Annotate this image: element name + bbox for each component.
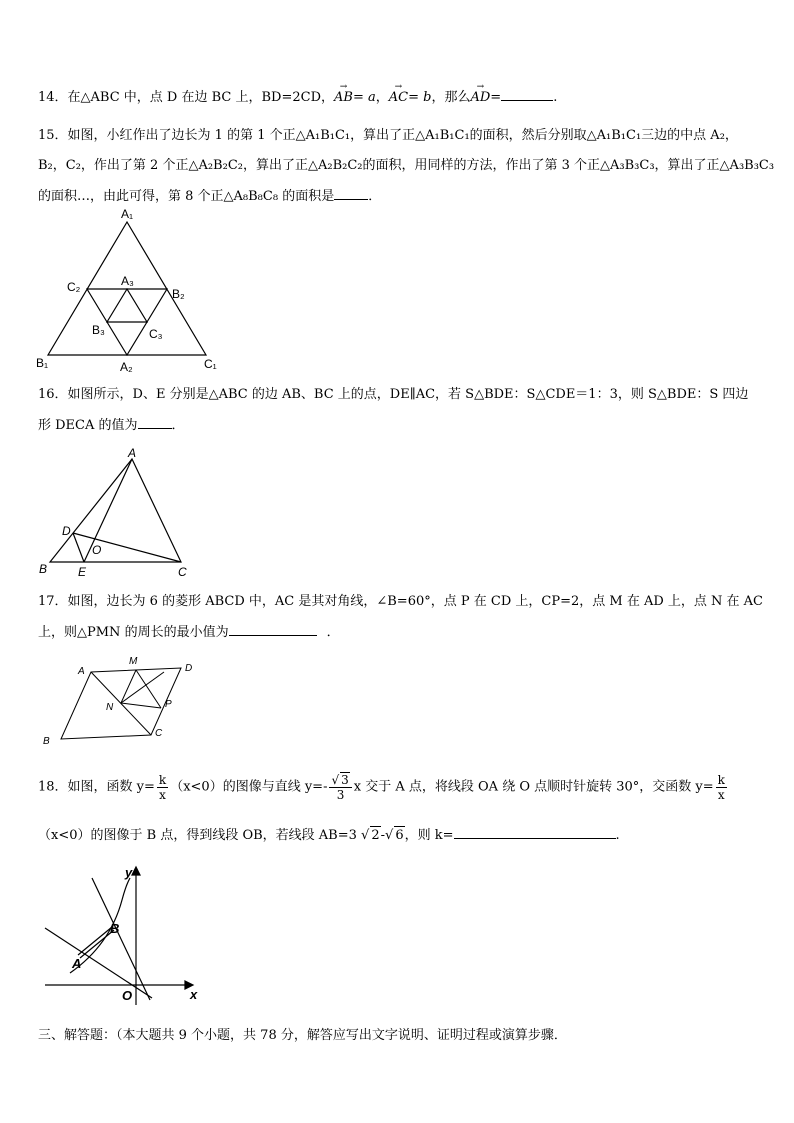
vector-ad: → AD bbox=[470, 89, 490, 107]
q18-l2a: （x<0）的图像于 B 点，得到线段 OB，若线段 AB=3 bbox=[38, 828, 357, 843]
triangle-abc bbox=[50, 459, 181, 562]
section-3-heading: 三、解答题：（本大题共 9 个小题，共 78 分，解答应写出文字说明、证明过程或演算步骤． bbox=[38, 1028, 567, 1043]
label-b3: B₃ bbox=[92, 323, 105, 337]
q15-line-2: B₂，C₂，作出了第 2 个正△A₂B₂C₂，算出了正△A₂B₂C₂的面积，用同样的方法，作出了第 3 个正△A₃B₃C₃，算出了正△A₃B₃C₃ bbox=[38, 158, 775, 173]
label-a: A bbox=[78, 666, 85, 677]
q15-line-3 bbox=[38, 187, 381, 206]
q14-eq-a: = a bbox=[352, 90, 376, 105]
q17-line-2-text: 上，则△PMN 的周长的最小值为 bbox=[38, 625, 229, 640]
q15-line-1: 15．如图，小红作出了边长为 1 的第 1 个正△A₁B₁C₁，算出了正△A₁B₁C₁的面积，然后分别取△A₁B₁C₁三边的中点 A₂， bbox=[38, 128, 738, 143]
label-d: D bbox=[62, 524, 71, 538]
q18-p2: （x<0）的图像与直线 y=- bbox=[170, 779, 328, 795]
label-b1: B₁ bbox=[36, 356, 49, 370]
q16-triangle-figure bbox=[34, 445, 204, 580]
label-c2: C₂ bbox=[67, 280, 81, 294]
q18-answer-blank[interactable] bbox=[454, 826, 616, 839]
q14-end: . bbox=[553, 90, 558, 105]
y-axis-arrow bbox=[132, 867, 140, 875]
q17-line-2 bbox=[38, 623, 340, 642]
q14-prefix: 14．在△ABC 中，点 D 在边 BC 上，BD=2CD， bbox=[38, 90, 335, 105]
q14-eq-b: = b bbox=[408, 90, 432, 105]
label-d: D bbox=[185, 663, 193, 674]
label-a3: A₃ bbox=[121, 274, 134, 288]
sqrt-2: 2 bbox=[371, 828, 380, 843]
vector-ac: → AC bbox=[389, 89, 408, 107]
q15-answer-blank[interactable] bbox=[334, 187, 368, 200]
q16-line-2-text: 形 DECA 的值为 bbox=[38, 418, 138, 433]
q17-answer-blank[interactable] bbox=[229, 623, 317, 636]
q18-p3: x 交于 A 点，将线段 OA 绕 O 点顺时针旋转 30°，交函数 y= bbox=[353, 779, 714, 795]
line-ob bbox=[92, 878, 150, 1000]
label-x: x bbox=[190, 987, 198, 1002]
label-b: B bbox=[39, 562, 48, 576]
q15-triangle-figure bbox=[30, 205, 230, 375]
label-a: A bbox=[128, 446, 137, 460]
label-b2: B₂ bbox=[172, 287, 185, 301]
q16-line-2 bbox=[38, 416, 185, 435]
q18-p1: 18．如图，函数 y= bbox=[38, 779, 155, 795]
label-o: O bbox=[122, 988, 133, 1003]
label-a: A bbox=[72, 956, 82, 971]
label-c3: C₃ bbox=[149, 327, 163, 341]
segment-ab-2 bbox=[80, 930, 114, 958]
sqrt-3: 3 bbox=[341, 773, 349, 787]
frac-den-x: x bbox=[159, 787, 166, 802]
label-a1: A₁ bbox=[121, 207, 134, 221]
label-c: C bbox=[178, 565, 187, 579]
q14-answer-blank[interactable] bbox=[501, 88, 553, 101]
q15-line-3-text: 的面积…，由此可得，第 8 个正△A₈B₈C₈ 的面积是 bbox=[38, 189, 335, 204]
segment-de bbox=[73, 533, 84, 562]
q18-end: . bbox=[615, 828, 620, 843]
frac-den-3: 3 bbox=[336, 788, 345, 802]
label-y: y bbox=[125, 865, 133, 880]
label-o: O bbox=[92, 543, 102, 557]
label-b: B bbox=[43, 736, 50, 747]
label-a2: A₂ bbox=[120, 360, 133, 374]
q16-line-1: 16．如图所示，D、E 分别是△ABC 的边 AB、BC 上的点，DE∥AC，若 S△BDE：S△CDE＝1：3，则 S△BDE：S 四边 bbox=[38, 387, 749, 402]
q18-line-1 bbox=[38, 772, 729, 803]
label-e: E bbox=[78, 565, 87, 579]
q17-end: ． bbox=[326, 625, 340, 640]
question-14 bbox=[38, 88, 557, 107]
sqrt-6: 6 bbox=[395, 828, 404, 843]
label-b: B bbox=[110, 921, 120, 936]
q18-line-2: （x<0）的图像于 B 点，得到线段 OB，若线段 AB=3 √ 2-√ 6，则 k= . bbox=[38, 828, 620, 843]
segment-np bbox=[121, 703, 161, 708]
label-c: C bbox=[155, 728, 163, 739]
frac-den-x-2: x bbox=[717, 787, 725, 802]
frac-num-k: k bbox=[158, 772, 167, 787]
q14-sep2: ，那么 bbox=[431, 90, 471, 105]
q14-sep1: ， bbox=[375, 90, 389, 105]
q16-answer-blank[interactable] bbox=[138, 416, 172, 429]
label-n: N bbox=[106, 702, 114, 713]
fraction-k-over-x-2 bbox=[716, 773, 727, 802]
q18-graph-figure bbox=[40, 860, 210, 1010]
q16-end: ． bbox=[171, 418, 185, 433]
label-c1: C₁ bbox=[204, 357, 217, 371]
q14-eq: = bbox=[490, 90, 502, 105]
label-p: P bbox=[165, 699, 172, 710]
label-m: M bbox=[129, 656, 138, 667]
auxiliary-line bbox=[121, 672, 164, 703]
segment-dc bbox=[73, 533, 181, 562]
fraction-sqrt3-over-3: $\frac{√ 3}{3}$ bbox=[329, 772, 351, 802]
q17-line-1: 17．如图，边长为 6 的菱形 ABCD 中，AC 是其对角线，∠B=60°，点 P 在 CD 上，CP=2，点 M 在 AD 上，点 N 在 AC bbox=[38, 594, 764, 609]
q18-minus: - bbox=[380, 828, 386, 843]
frac-num-k-2: k bbox=[717, 772, 725, 787]
q17-rhombus-figure bbox=[36, 650, 196, 750]
vector-ab: → AB bbox=[334, 89, 353, 107]
fraction-k-over-x bbox=[157, 773, 168, 802]
triangle-a3b3c3 bbox=[107, 289, 147, 322]
q18-l2b: ，则 k= bbox=[404, 828, 454, 843]
q15-end: ． bbox=[368, 189, 382, 204]
